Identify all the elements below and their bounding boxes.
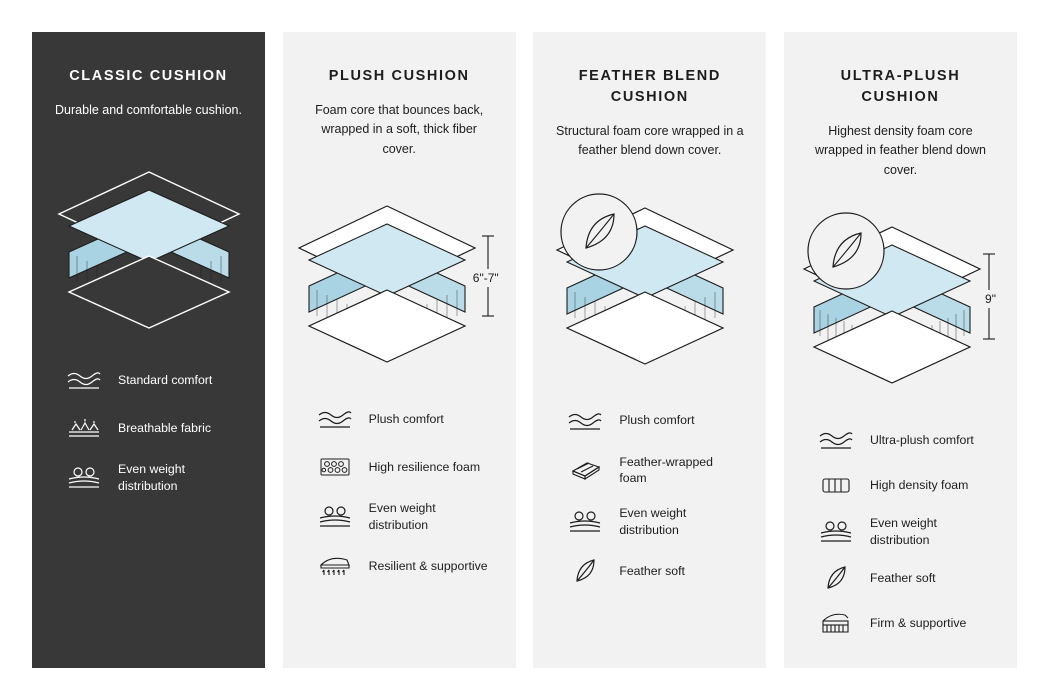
cushion-layers-diagram [50,134,247,349]
feature-label: Ultra-plush comfort [869,432,974,447]
card-title: CLASSIC CUSHION [69,68,228,84]
card-description: Structural foam core wrapped in a feather blend down cover. [556,124,744,158]
wrapped-foam-icon [565,455,605,485]
leaf-badge-icon [808,213,884,289]
feature-item [315,500,498,533]
feature-item [816,608,999,638]
feature-list [50,365,247,494]
feature-label: Even weight distribution [619,505,687,537]
feature-item [64,461,247,494]
feature-item [64,413,247,443]
card-title: PLUSH CUSHION [328,68,470,84]
feature-label: Breathable fabric [118,421,211,436]
height-label: 9" [985,292,996,307]
feature-label: Feather-wrapped foam [619,454,713,486]
even-weight-icon [816,517,856,547]
even-weight-icon [315,502,355,532]
card-classic-cushion [32,32,265,668]
feature-item [315,404,498,434]
wave-icon [565,406,605,436]
cushion-layers-diagram [551,175,748,390]
feature-label: Even weight distribution [118,462,185,493]
feature-label: High resilience foam [368,459,481,474]
feature-list [802,425,999,638]
card-feather-blend-cushion [533,32,766,668]
card-description: Foam core that bounces back, wrapped in a soft, thick fiber cover. [315,103,484,156]
honeycomb-foam-icon [315,452,355,482]
even-weight-icon [565,507,605,537]
feature-label: Even weight distribution [869,516,937,547]
feature-item [315,452,498,482]
card-title: FEATHER BLEND CUSHION [578,68,721,106]
feature-item [565,454,748,487]
card-description: Highest density foam core wrapped in feather blend down cover. [814,124,986,177]
even-weight-icon [64,463,104,493]
wave-icon [315,404,355,434]
wave-icon [816,425,856,455]
card-title: ULTRA-PLUSH CUSHION [840,68,961,106]
leaf-badge-icon [561,194,637,270]
feature-label: Firm & supportive [869,616,967,631]
card-description: Durable and comfortable cushion. [55,103,242,118]
feature-label: Feather soft [619,563,685,578]
feature-item [315,551,498,581]
feature-item [816,470,999,500]
feature-label: High density foam [869,477,969,492]
feature-item [816,515,999,548]
cushion-layers-diagram [301,173,498,388]
feature-label: Resilient & supportive [368,559,488,574]
wave-icon [64,365,104,395]
feature-item [565,406,748,436]
height-label: 6"-7" [472,271,499,286]
feature-label: Feather soft [869,571,936,586]
feature-item [64,365,247,395]
firm-support-icon [816,608,856,638]
cushion-layers-diagram [802,194,999,409]
card-plush-cushion [283,32,516,668]
feature-list [551,406,748,586]
feature-item [565,505,748,538]
feature-list [301,404,498,581]
feature-item [816,425,999,455]
leaf-icon [816,563,856,593]
feature-label: Plush comfort [368,411,444,426]
feature-label: Plush comfort [619,413,695,428]
resilient-support-icon [315,551,355,581]
breathable-fabric-icon [64,413,104,443]
feature-label: Standard comfort [118,373,213,388]
feature-item [565,556,748,586]
density-foam-icon [816,470,856,500]
feature-label: Even weight distribution [368,501,436,532]
leaf-icon [565,556,605,586]
feature-item [816,563,999,593]
card-ultra-plush-cushion [784,32,1017,668]
